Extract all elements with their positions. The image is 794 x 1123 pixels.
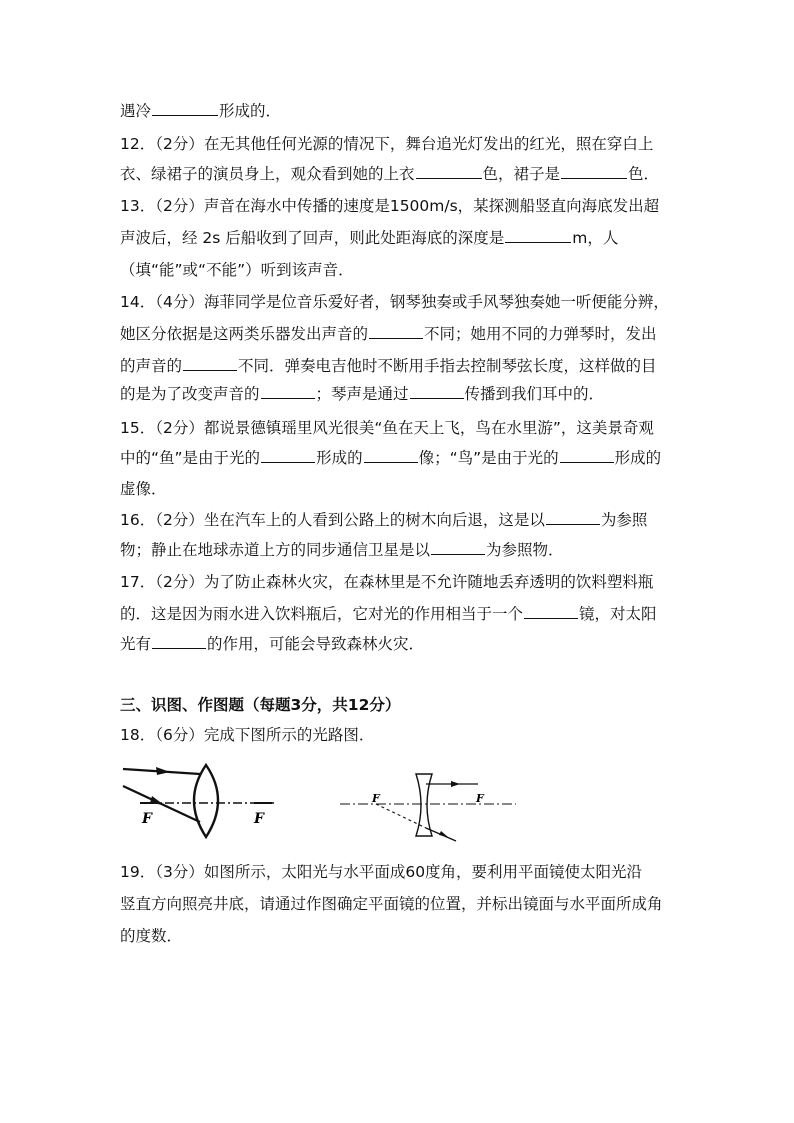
answer-blank[interactable]	[505, 228, 571, 243]
convex-lens-diagram	[118, 760, 278, 842]
q14-line-2: 她区分依据是这两类乐器发出声音的 不同；她用不同的力弹琴时，发出	[120, 325, 657, 343]
q14-line-1: 14．（4分）海菲同学是位音乐爱好者，钢琴独奏或手风琴独奏她一听便能分辨，	[120, 293, 669, 311]
q17-line-3: 光有 的作用，可能会导致森林火灾．	[120, 635, 425, 653]
q12-line-2: 衣、绿裙子的演员身上，观众看到她的上衣 色，裙子是 色．	[120, 165, 660, 183]
line-1: 遇冷 形成的．	[120, 102, 282, 120]
q13-line-2: 声波后，经 2s 后船收到了回声，则此处距海底的深度是 m，人	[120, 229, 619, 247]
q15-line-3: 虚像．	[120, 480, 167, 498]
q13-line-1: 13．（2分）声音在海水中传播的速度是1500m/s，某探测船竖直向海底发出超	[120, 197, 660, 215]
q14-line-4: 的是为了改变声音的 ；琴声是通过 传播到我们耳中的．	[120, 385, 605, 403]
q15-line-2: 中的“鱼”是由于光的 形成的 像；“鸟”是由于光的 形成的	[120, 449, 662, 467]
concave-lens	[416, 774, 432, 836]
q15-line-1: 15．（2分）都说景德镇瑶里风光很美“鱼在天上飞，鸟在水里游”，这美景奇观	[120, 419, 654, 437]
q19-line-1: 19．（3分）如图所示，太阳光与水平面成60度角，要利用平面镜使太阳光沿	[120, 863, 643, 881]
answer-blank[interactable]	[431, 540, 485, 555]
answer-blank[interactable]	[416, 164, 482, 179]
answer-blank[interactable]	[560, 448, 614, 463]
answer-blank[interactable]	[524, 604, 578, 619]
q19-line-3: 的度数．	[120, 927, 183, 945]
answer-blank[interactable]	[546, 510, 600, 525]
concave-lens-diagram	[336, 768, 520, 846]
focus-label: F	[372, 792, 380, 805]
answer-blank[interactable]	[369, 324, 423, 339]
convex-lens	[194, 765, 218, 837]
answer-blank[interactable]	[152, 634, 206, 649]
focus-label: F	[254, 811, 264, 827]
answer-blank[interactable]	[261, 384, 315, 399]
answer-blank[interactable]	[410, 384, 464, 399]
answer-blank[interactable]	[261, 448, 315, 463]
answer-blank[interactable]	[364, 448, 418, 463]
q16-line-2: 物；静止在地球赤道上方的同步通信卫星是以 为参照物．	[120, 541, 564, 559]
q17-line-2: 的．这是因为雨水进入饮料瓶后，它对光的作用相当于一个 镜，对太阳	[120, 605, 657, 623]
q12-line-1: 12．（2分）在无其他任何光源的情况下，舞台追光灯发出的红光，照在穿白上	[120, 135, 654, 153]
answer-blank[interactable]	[561, 164, 627, 179]
q14-line-3: 的声音的 不同．弹奏电吉他时不断用手指去控制琴弦长度，这样做的目	[120, 357, 657, 375]
focus-label: F	[476, 792, 484, 805]
q18-line: 18．（6分）完成下图所示的光路图．	[120, 726, 375, 744]
q17-line-1: 17．（2分）为了防止森林火灾，在森林里是不允许随地丢弃透明的饮料塑料瓶	[120, 573, 654, 591]
q16-line-1: 16．（2分）坐在汽车上的人看到公路上的树木向后退，这是以 为参照	[120, 511, 648, 529]
focus-label: F	[142, 811, 152, 827]
answer-blank[interactable]	[152, 101, 218, 116]
answer-blank[interactable]	[183, 356, 237, 371]
q13-line-3: （填“能”或“不能”）听到该声音．	[120, 261, 354, 279]
section-3-heading: 三、识图、作图题（每题3分，共12分）	[120, 696, 401, 714]
ray-arrow	[451, 781, 460, 787]
q19-line-2: 竖直方向照亮井底，请通过作图确定平面镜的位置，并标出镜面与水平面所成角	[120, 895, 663, 913]
